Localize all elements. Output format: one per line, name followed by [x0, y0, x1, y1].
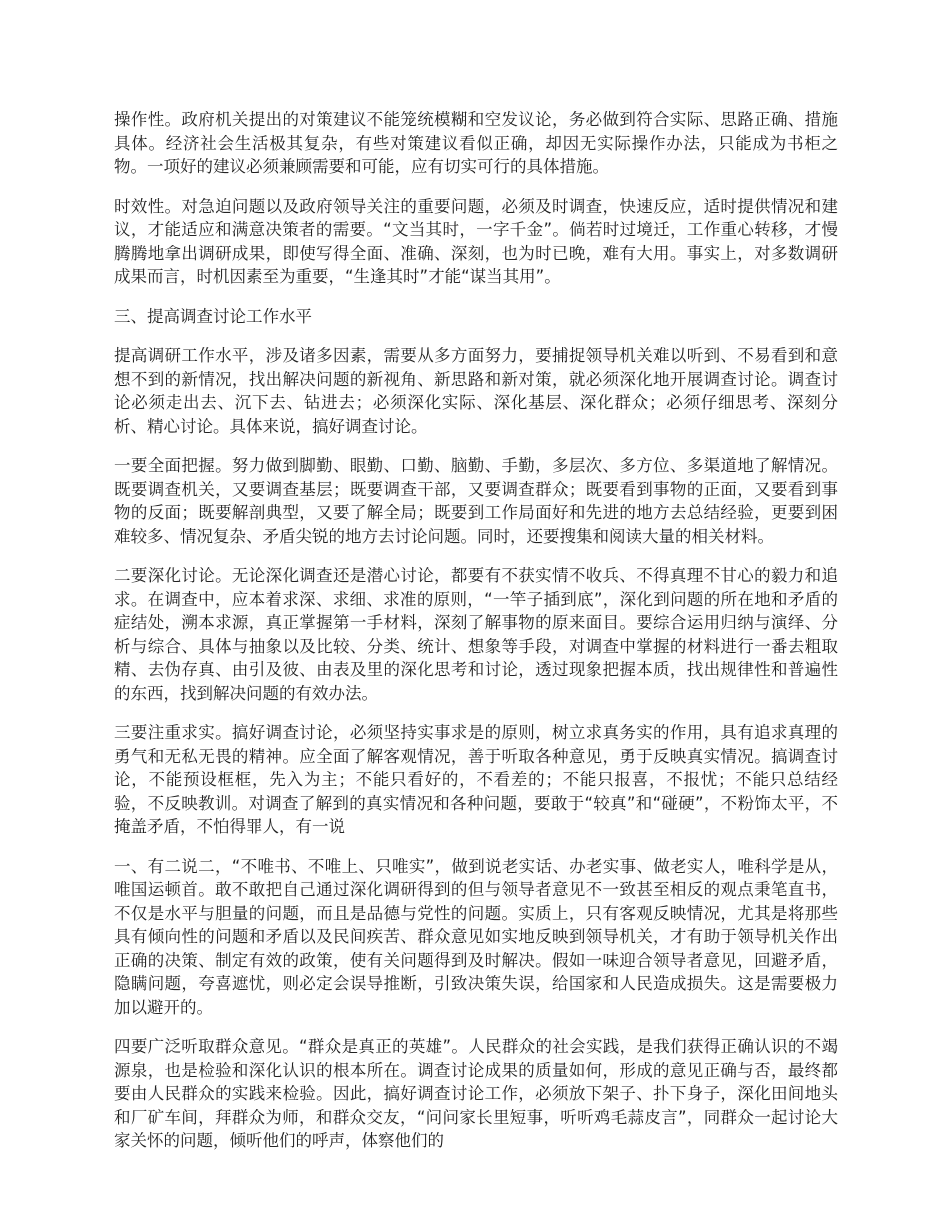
section-heading-3: 三、提高调查讨论工作水平: [114, 306, 312, 326]
paragraph-listen-masses: 四要广泛听取群众意见。“群众是真正的英雄”。人民群众的社会实践，是我们获得正确认识的不竭源泉，也是检验和深化认识的根本所在。调查讨论成果的质量如何，形成的意见正确与否，最终都要由人民群众的实践来检验。因此，搞好调查讨论工作，必须放下架子、扑下身子，深化田间地头和厂矿车间，拜群众为师，和群众交友，“问问家长里短事，听听鸡毛蒜皮言”，同群众一起讨论大家关怀的问题，倾听他们的呼声，体察他们的: [114, 1037, 838, 1150]
document-body: [114, 108, 838, 1169]
paragraph-seek-truth: 三要注重求实。搞好调查讨论，必须坚持实事求是的原则，树立求真务实的作用，具有追求真理的勇气和无私无畏的精神。应全面了解客观情况，善于听取各种意见，勇于反映真实情况。搞调查讨论，不能预设框框，先入为主；不能只看好的，不看差的；不能只报喜，不报忧；不能只总结经验，不反映教训。对调查了解到的真实情况和各种问题，要敢于“较真”和“碰硬”，不粉饰太平，不掩盖矛盾，不怕得罪人，有一说: [114, 723, 838, 836]
paragraph-in-depth: 二要深化讨论。无论深化调查还是潜心讨论，都要有不获实情不收兵、不得真理不甘心的毅力和追求。在调查中，应本着求深、求细、求准的原则，“一竿子插到底”，深化到问题的所在地和矛盾的症结处，溯本求源，真正掌握第一手材料，深刻了解事物的原来面目。要综合运用归纳与演绎、分析与综合、具体与抽象以及比较、分类、统计、想象等手段，对调查中掌握的材料进行一番去粗取精、去伪存真、由引及彼、由表及里的深化思考和讨论，透过现象把握本质，找出规律性和普遍性的东西，找到解决问题的有效办法。: [114, 566, 838, 703]
paragraph-comprehensive: 一要全面把握。努力做到脚勤、眼勤、口勤、脑勤、手勤，多层次、多方位、多渠道地了解情况。既要调查机关，又要调查基层；既要调查干部，又要调查群众；既要看到事物的正面，又要看到事物的反面；既要解剖典型，又要了解全局；既要到工作局面好和先进的地方去总结经验，更要到困难较多、情况复杂、矛盾尖锐的地方去讨论问题。同时，还要搜集和阅读大量的相关材料。: [114, 456, 838, 546]
paragraph-timeliness: 时效性。对急迫问题以及政府领导关注的重要问题，必须及时调查，快速反应，适时提供情况和建议，才能适应和满意决策者的需要。“文当其时，一字千金”。倘若时过境迁，工作重心转移，才慢腾腾地拿出调研成果，即使写得全面、准确、深刻，也为时已晚，难有大用。事实上，对多数调研成果而言，时机因素至为重要，“生逢其时”才能“谋当其用”。: [114, 196, 838, 286]
paragraph-speak-truth: 一、有二说二，“不唯书、不唯上、只唯实”，做到说老实话、办老实事、做老实人，唯科学是从，唯国运顿首。敢不敢把自己通过深化调研得到的但与领导者意见不一致甚至相反的观点秉笔直书，不仅是水平与胆量的问题，而且是品德与党性的问题。实质上，只有客观反映情况，尤其是将那些具有倾向性的问题和矛盾以及民间疾苦、群众意见如实地反映到领导机关，才有助于领导机关作出正确的决策、制定有效的政策，使有关问题得到及时解决。假如一味迎合领导者意见，回避矛盾，隐瞒问题，夸喜遮忧，则必定会误导推断，引致决策失误，给国家和人民造成损失。这是需要极力加以避开的。: [114, 856, 838, 1017]
paragraph-operability: 操作性。政府机关提出的对策建议不能笼统模糊和空发议论，务必做到符合实际、思路正确、措施具体。经济社会生活极其复杂，有些对策建议看似正确，却因无实际操作办法，只能成为书柜之物。一项好的建议必须兼顾需要和可能，应有切实可行的具体措施。: [114, 110, 838, 176]
paragraph-improve-research: 提高调研工作水平，涉及诸多因素，需要从多方面努力，要捕捉领导机关难以听到、不易看到和意想不到的新情况，找出解决问题的新视角、新思路和新对策，就必须深化地开展调查讨论。调查讨论必须走出去、沉下去、钻进去；必须深化实际、深化基层、深化群众；必须仔细思考、深刻分析、精心讨论。具体来说，搞好调查讨论。: [114, 346, 838, 436]
